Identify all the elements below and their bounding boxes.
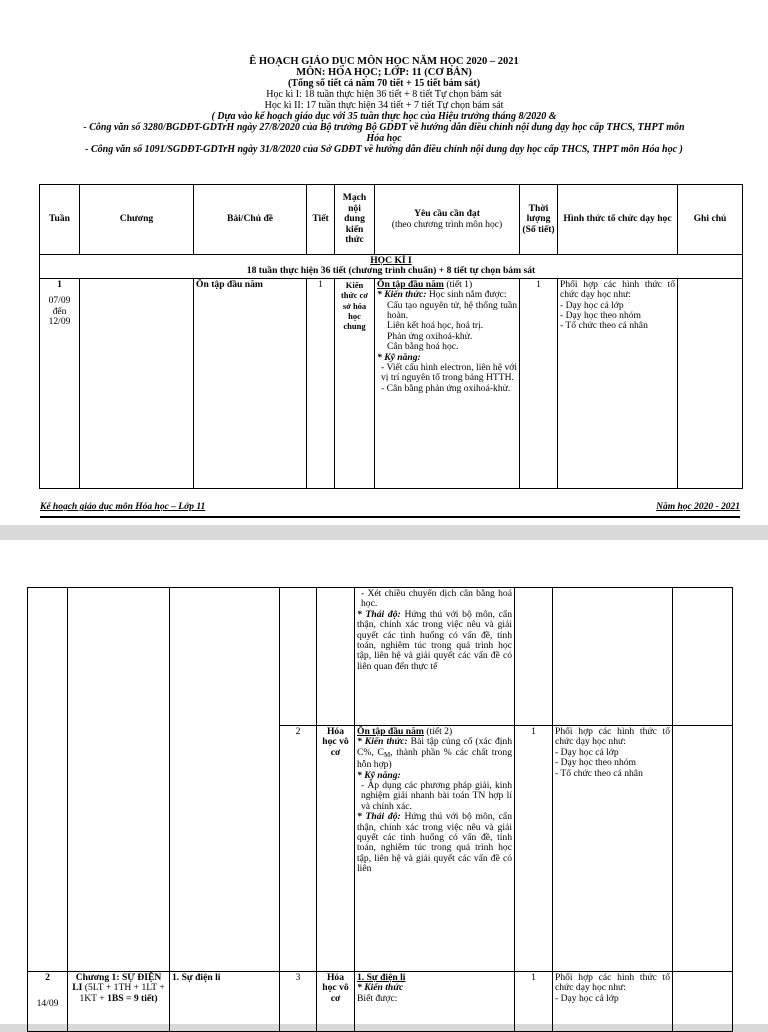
- week-dates: 14/09: [36, 998, 59, 1010]
- subject-line: MÔN: HÓA HỌC; LỚP: 11 (CƠ BẢN): [296, 67, 472, 78]
- col-requirements: [375, 185, 520, 255]
- table-row: [28, 588, 733, 726]
- list-item: - Áp dụng các phương pháp giải, kinh nghiệm giải nhanh bài toán TN hợp lí và chính xác.: [361, 780, 512, 812]
- week-cell: [28, 972, 68, 1032]
- form-cell: Phối hợp các hình thức tổ chức dạy học như: - Dạy học cả lớp - Dạy học theo nhóm - Tổ chức theo cá nhân: [553, 726, 673, 972]
- strand-cell: [317, 588, 355, 726]
- week-cell: [28, 588, 68, 972]
- chapter-title: Chương 1: SỰ ĐIỆN LI: [72, 972, 162, 994]
- list-item: Liên kết hoá học, hoá trị.: [387, 320, 484, 332]
- col-form: Hình thức tổ chức dạy học: [558, 185, 678, 255]
- table-row: [40, 278, 743, 488]
- semester-1-summary: Học kì I: 18 tuần thực hiện 36 tiết + 8 tiết Tự chọn bám sát: [266, 89, 502, 100]
- strand-cell: Hóa học vô cơ: [317, 726, 355, 972]
- col-lesson: Bài/Chủ đề: [194, 185, 307, 255]
- document-header: [0, 56, 768, 155]
- col-strand: Mạch nội dung kiến thức: [335, 185, 375, 255]
- period-cell: 1: [307, 278, 335, 488]
- form-cell: Phối hợp các hình thức tổ chức dạy học như: - Dạy học cả lớp: [553, 972, 673, 1032]
- list-item: - Xét chiều chuyển dịch cân bằng hoá học.: [361, 588, 512, 610]
- requirements-cell: 1. Sự điện li * Kiến thức Biết được:: [355, 972, 515, 1032]
- semester-detail: 18 tuần thực hiện 36 tiết (chương trình chuẩn) + 8 tiết tự chọn bám sát: [246, 265, 536, 277]
- plan-table-page-1: [39, 184, 743, 489]
- list-item: - Dạy học cả lớp: [560, 299, 624, 311]
- chapter-cell: [80, 278, 194, 488]
- table-row: [28, 972, 733, 1032]
- plan-table-page-2: [27, 587, 733, 1032]
- requirements-cell: - Xét chiều chuyển dịch cân bằng hoá học. * Thái độ: Hứng thú với bộ môn, cẩn thận, chính xác trong việc nêu và giải quyết các tình huống có vấn đề, tính toán, nghiêm túc trong quá trình học tập, liên hệ và giải quyết các vấn đề có liên quan đến thực tế: [355, 588, 515, 726]
- list-item: - Dạy học cả lớp: [555, 992, 619, 1004]
- time-cell: 1: [520, 278, 558, 488]
- list-item: - Tổ chức theo cá nhân: [555, 767, 643, 779]
- page-footer: [40, 502, 740, 518]
- period-cell: 2: [280, 726, 317, 972]
- col-req-title: Yêu cầu cần đạt: [414, 208, 480, 220]
- week-dates: 07/09 đến 12/09: [48, 295, 71, 328]
- lesson-cell: Ôn tập đầu năm: [194, 278, 307, 488]
- col-week: Tuần: [40, 185, 80, 255]
- list-item: - Tổ chức theo cá nhân: [560, 320, 648, 332]
- list-item: - Viết cấu hình electron, liên hệ với vị trí nguyên tố trong bảng HTTH.: [381, 362, 517, 384]
- note-cell: [673, 588, 733, 726]
- basis-note: ( Dựa vào kế hoạch giáo dục với 35 tuần thực học của Hiệu trưởng tháng 8/2020 &: [211, 111, 557, 122]
- lesson-cell: 1. Sự điện li: [170, 972, 280, 1032]
- note-cell: [678, 278, 743, 488]
- document-page-2: [0, 540, 768, 1024]
- time-cell: [515, 588, 553, 726]
- semester-name: HỌC KÌ I: [370, 255, 412, 266]
- footer-right: Năm học 2020 - 2021: [656, 502, 740, 512]
- req-title: 1. Sự điện li: [357, 972, 406, 983]
- col-time: Thời lượng (Số tiết): [520, 185, 558, 255]
- time-cell: 1: [515, 726, 553, 972]
- chapter-cell: Chương 1: SỰ ĐIỆN LI (5LT + 1TH + 1LT + 1KT + 1BS = 9 tiết): [68, 972, 170, 1032]
- list-item: - Dạy học theo nhóm: [560, 310, 641, 322]
- table-header-row: [40, 185, 743, 255]
- list-item: - Dạy học cả lớp: [555, 746, 619, 758]
- col-note: Ghi chú: [678, 185, 743, 255]
- note-cell: [673, 726, 733, 972]
- week-number: 1: [57, 278, 62, 290]
- req-title: Ôn tập đầu năm: [377, 278, 444, 290]
- list-item: - Cân bằng phản ứng oxihoá-khử.: [381, 382, 511, 394]
- week-cell: [40, 278, 80, 488]
- note-cell: [673, 972, 733, 1032]
- form-cell: Phối hợp các hình thức tổ chức dạy học như: - Dạy học cả lớp - Dạy học theo nhóm - Tổ chức theo cá nhân: [558, 278, 678, 488]
- week-number: 2: [45, 972, 50, 983]
- period-cell: [280, 588, 317, 726]
- lesson-cell: [170, 588, 280, 972]
- col-chapter: Chương: [80, 185, 194, 255]
- total-periods: (Tổng số tiết cả năm 70 tiết + 15 tiết bám sát): [287, 78, 481, 89]
- semester-row: [40, 255, 743, 279]
- official-letter-1: - Công văn số 3280/BGDĐT-GDTrH ngày 27/8/2020 của Bộ trưởng Bộ GDĐT về hướng dẫn điều chỉnh nội dung dạy học cấp THCS, THPT môn: [83, 122, 685, 133]
- time-cell: 1: [515, 972, 553, 1032]
- strand-cell: Kiến thức cơ sở hóa học chung: [335, 278, 375, 488]
- chapter-cell: [68, 588, 170, 972]
- col-period: Tiết: [307, 185, 335, 255]
- col-req-sub: (theo chương trình môn học): [391, 218, 503, 230]
- strand-cell: Hóa học vô cơ: [317, 972, 355, 1032]
- list-item: Phản ứng oxihoá-khử.: [387, 330, 473, 342]
- list-item: Cân bằng hoá học.: [387, 341, 459, 353]
- form-cell: [553, 588, 673, 726]
- list-item: - Dạy học theo nhóm: [555, 757, 636, 769]
- semester-2-summary: Học kì II: 17 tuần thực hiện 34 tiết + 7 tiết Tự chọn bám sát: [264, 100, 504, 111]
- requirements-cell: Ôn tập đầu năm (tiết 1) * Kiến thức: Học sinh nắm được: Cấu tạo nguyên tử, hệ thống tuần hoàn. Liên kết hoá học, hoá trị. Phản ứng oxihoá-khử. Cân bằng hoá học. * Kỹ năng: - Viết cấu hình electron, liên hệ với vị trí nguyên tố trong bảng HTTH. - Cân bằng phản ứng oxihoá-khử.: [375, 278, 520, 488]
- requirements-cell: Ôn tập đầu năm (tiết 2) * Kiến thức: Bài tập củng cố (xác định C%, $C_M$, thành phần % các chất trong hỗn hợp) * Kỹ năng: - Áp dụng các phương pháp giải, kinh nghiệm giải nhanh bài toán TN hợp lí và chính xác. * Thái độ: Hứng thú với bộ môn, cẩn thận, chính xác trong việc nêu và giải quyết các tình huống có vấn đề, tính toán, nghiêm túc trong quá trình học tập, liên hệ và giải quyết các vấn đề có liên: [355, 726, 515, 972]
- footer-left: Kế hoạch giáo dục môn Hóa học – Lớp 11: [40, 502, 206, 512]
- list-item: Cấu tạo nguyên tử, hệ thống tuần hoàn.: [387, 299, 517, 322]
- official-letter-1-cont: Hóa học: [366, 133, 402, 144]
- official-letter-2: - Công văn số 1091/SGDĐT-GDTrH ngày 31/8/2020 của Sở GDĐT về hướng dẫn điều chỉnh nội dung dạy học cấp THCS, THPT môn Hóa học ): [85, 144, 683, 155]
- req-title: Ôn tập đầu năm: [357, 726, 424, 737]
- plan-title: Ê HOẠCH GIÁO DỤC MÔN HỌC NĂM HỌC 2020 – 2021: [249, 56, 519, 67]
- period-cell: 3: [280, 972, 317, 1032]
